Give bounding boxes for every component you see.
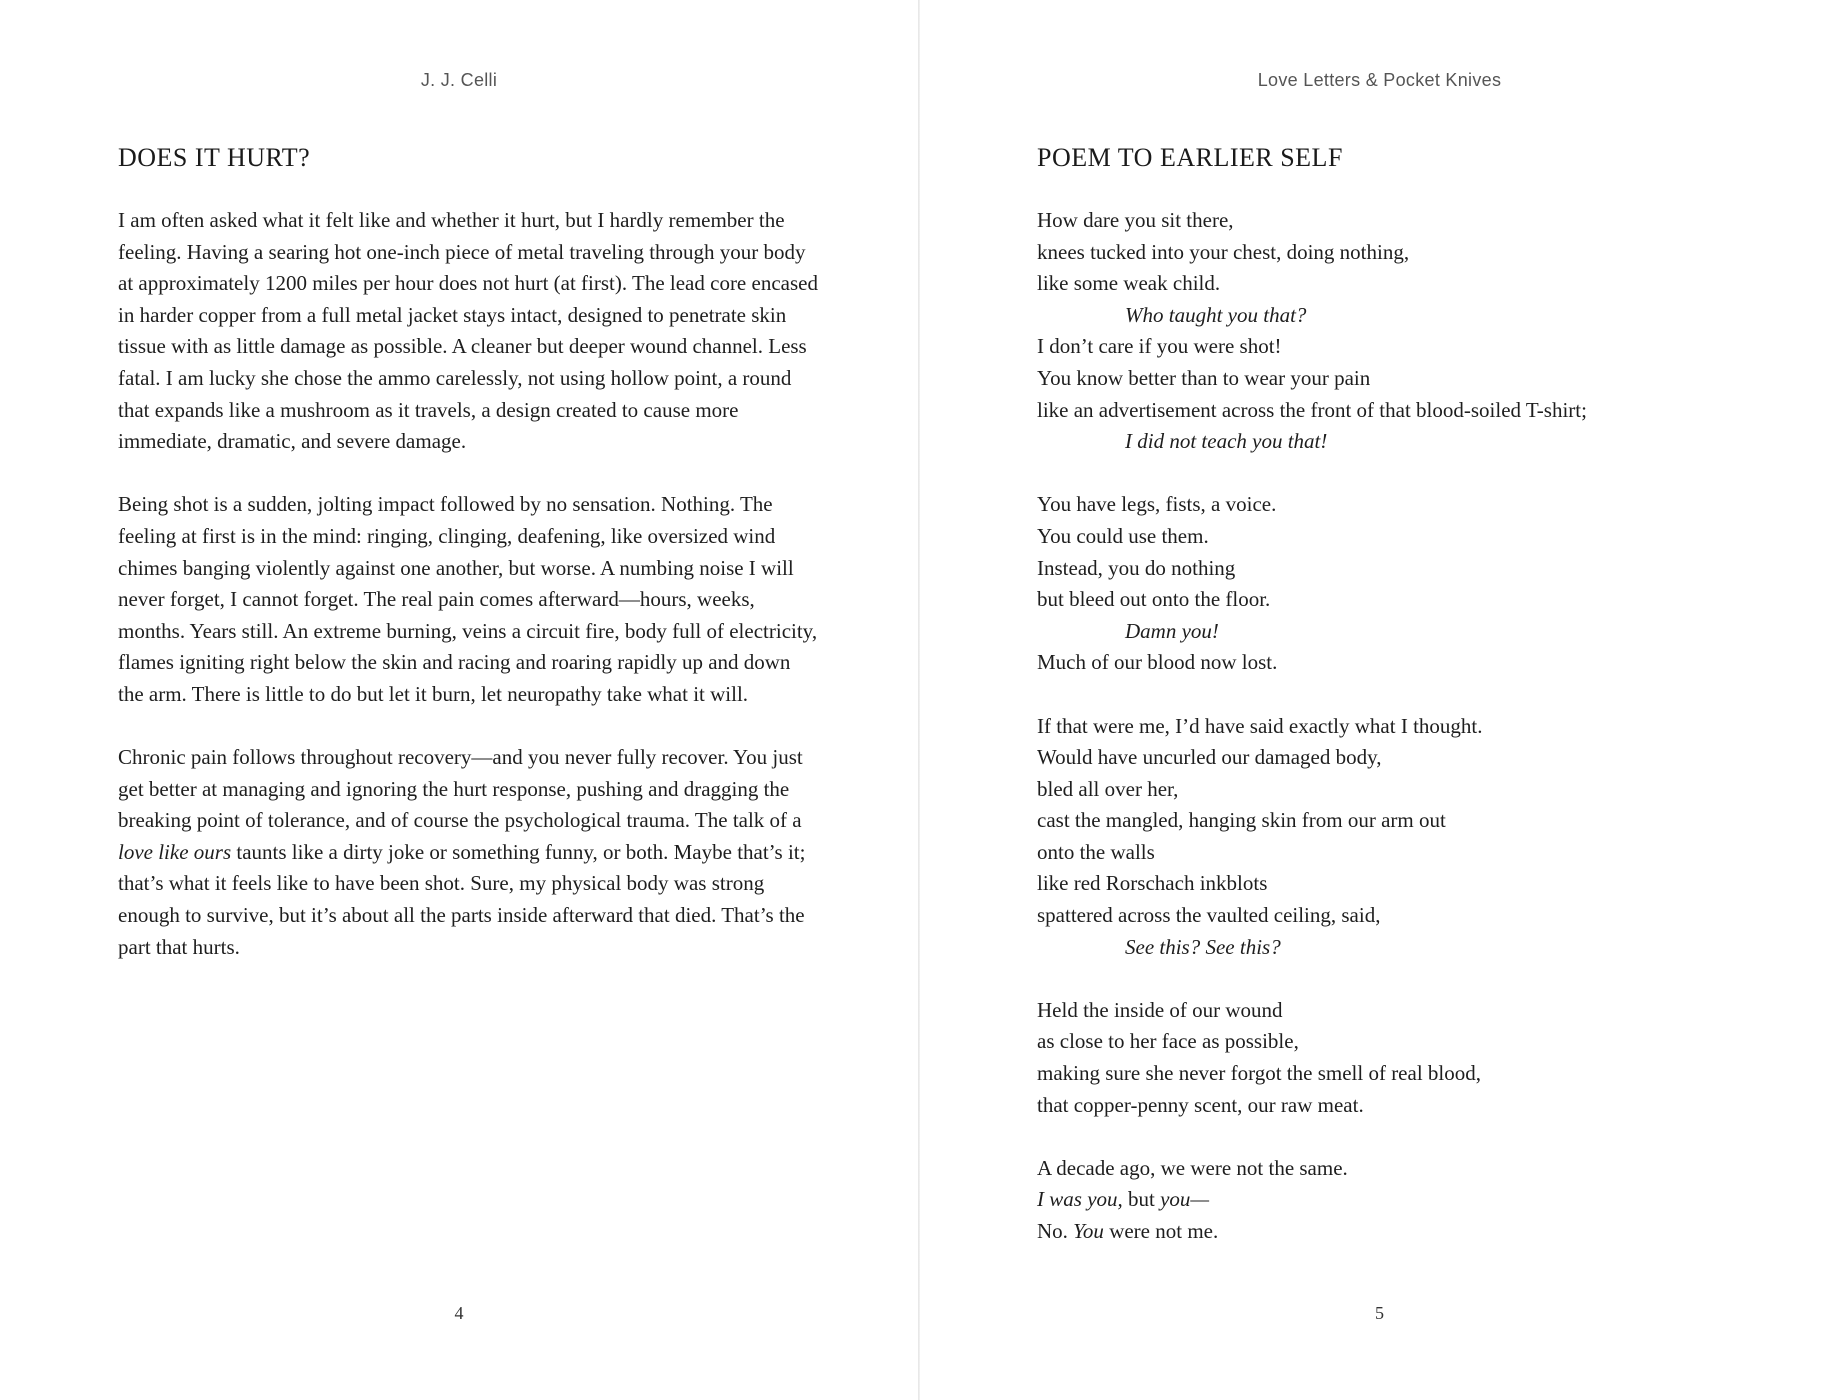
stanza bbox=[1037, 711, 1777, 964]
poem-line: Instead, you do nothing bbox=[1037, 555, 1236, 580]
stanza bbox=[1037, 995, 1777, 1121]
poem-line-italic: I did not teach you that! bbox=[1125, 429, 1328, 454]
italic-phrase: love like ours bbox=[118, 839, 232, 864]
line-text: but bbox=[1122, 1187, 1161, 1212]
chapter-title: DOES IT HURT? bbox=[118, 143, 311, 172]
poem-line: cast the mangled, hanging skin from our arm out bbox=[1037, 808, 1446, 833]
prose-body bbox=[118, 205, 818, 995]
poem-line bbox=[1037, 1184, 1777, 1216]
poem-line: bled all over her, bbox=[1037, 776, 1179, 801]
poem-line: A decade ago, we were not the same. bbox=[1037, 1155, 1348, 1180]
line-text: were not me. bbox=[1103, 1219, 1219, 1243]
stanza bbox=[1037, 1153, 1777, 1248]
stanza bbox=[1037, 489, 1777, 679]
poem-line-italic: Damn you! bbox=[1125, 618, 1219, 643]
page-number: 4 bbox=[454, 1303, 464, 1323]
left-page bbox=[0, 0, 918, 1400]
poem-line: I don’t care if you were shot! bbox=[1037, 334, 1282, 359]
poem-line-italic: See this? See this? bbox=[1125, 934, 1281, 959]
poem-line: knees tucked into your chest, doing nothing, bbox=[1037, 239, 1410, 264]
poem-line: Would have uncurled our damaged body, bbox=[1037, 745, 1382, 770]
paragraph-text: taunts like a dirty joke or something funny, or both. Maybe that’s it; that’s what it feels like to have been shot. Sure, my physical body was strong enough to survive, but it’s about all the parts inside afterward that died. That’s the part that hurts. bbox=[118, 839, 806, 959]
italic-word: you— bbox=[1160, 1187, 1210, 1212]
poem-line: as close to her face as possible, bbox=[1037, 1029, 1299, 1054]
poem-title: POEM TO EARLIER SELF bbox=[1037, 143, 1343, 172]
italic-word: you, bbox=[1087, 1187, 1123, 1212]
stanza bbox=[1037, 205, 1777, 458]
page-number: 5 bbox=[1375, 1303, 1384, 1323]
poem-line: You could use them. bbox=[1037, 523, 1209, 548]
paragraph: I am often asked what it felt like and whether it hurt, but I hardly remember the feeling. Having a searing hot one-inch piece of metal traveling through your body at approximately 1200 miles per hour does not hurt (at first). The lead core encased in harder copper from a full metal jacket stays intact, designed to penetrate skin tissue with as little damage as possible. A cleaner but deeper wound channel. Less fatal. I am lucky she chose the ammo carelessly, not using hollow point, a round that expands like a mushroom as it travels, a design created to cause more immediate, dramatic, and severe damage. bbox=[118, 208, 818, 454]
poem-line: Held the inside of our wound bbox=[1037, 997, 1283, 1022]
running-head-author: J. J. Celli bbox=[420, 70, 498, 90]
paragraph: Being shot is a sudden, jolting impact followed by no sensation. Nothing. The feeling at first is in the mind: ringing, clinging, deafening, like oversized wind chimes banging violently against one another, but worse. A numbing noise I will never forget, I cannot forget. The real pain comes afterward—hours, weeks, months. Years still. An extreme burning, veins a circuit fire, body full of electricity, flames igniting right below the skin and racing and roaring rapidly up and down the arm. There is little to do but let it burn, let neuropathy take what it will. bbox=[118, 492, 818, 706]
poem-line: spattered across the vaulted ceiling, said, bbox=[1037, 903, 1381, 928]
poem-line: If that were me, I’d have said exactly what I thought. bbox=[1037, 713, 1483, 738]
poem-line bbox=[1037, 1216, 1777, 1248]
paragraph bbox=[118, 742, 818, 963]
poem-line: You have legs, fists, a voice. bbox=[1037, 492, 1277, 517]
italic-word: I was bbox=[1037, 1187, 1088, 1212]
poem-line: that copper-penny scent, our raw meat. bbox=[1037, 1092, 1364, 1117]
poem-line: You know better than to wear your pain bbox=[1037, 365, 1371, 390]
italic-word: You bbox=[1073, 1219, 1104, 1243]
poem-line: like some weak child. bbox=[1037, 271, 1221, 296]
paragraph-text: Chronic pain follows throughout recovery—and you never fully recover. You just get better at managing and ignoring the hurt response, pushing and dragging the breaking point of tolerance, and of course the psychological trauma. The talk of a bbox=[118, 745, 803, 833]
right-page bbox=[920, 0, 1839, 1400]
poem-line: Much of our blood now lost. bbox=[1037, 650, 1278, 675]
poem-body bbox=[1037, 205, 1777, 1279]
running-head-book-title: Love Letters & Pocket Knives bbox=[1257, 70, 1502, 90]
poem-line: How dare you sit there, bbox=[1037, 208, 1234, 232]
poem-line-italic: Who taught you that? bbox=[1125, 302, 1307, 327]
poem-line: making sure she never forgot the smell of real blood, bbox=[1037, 1061, 1481, 1086]
poem-line: like an advertisement across the front of that blood-soiled T-shirt; bbox=[1037, 397, 1587, 422]
poem-line: but bleed out onto the floor. bbox=[1037, 587, 1271, 612]
poem-line: onto the walls bbox=[1037, 839, 1155, 864]
line-text: No. bbox=[1037, 1219, 1074, 1243]
poem-line: like red Rorschach inkblots bbox=[1037, 871, 1268, 896]
